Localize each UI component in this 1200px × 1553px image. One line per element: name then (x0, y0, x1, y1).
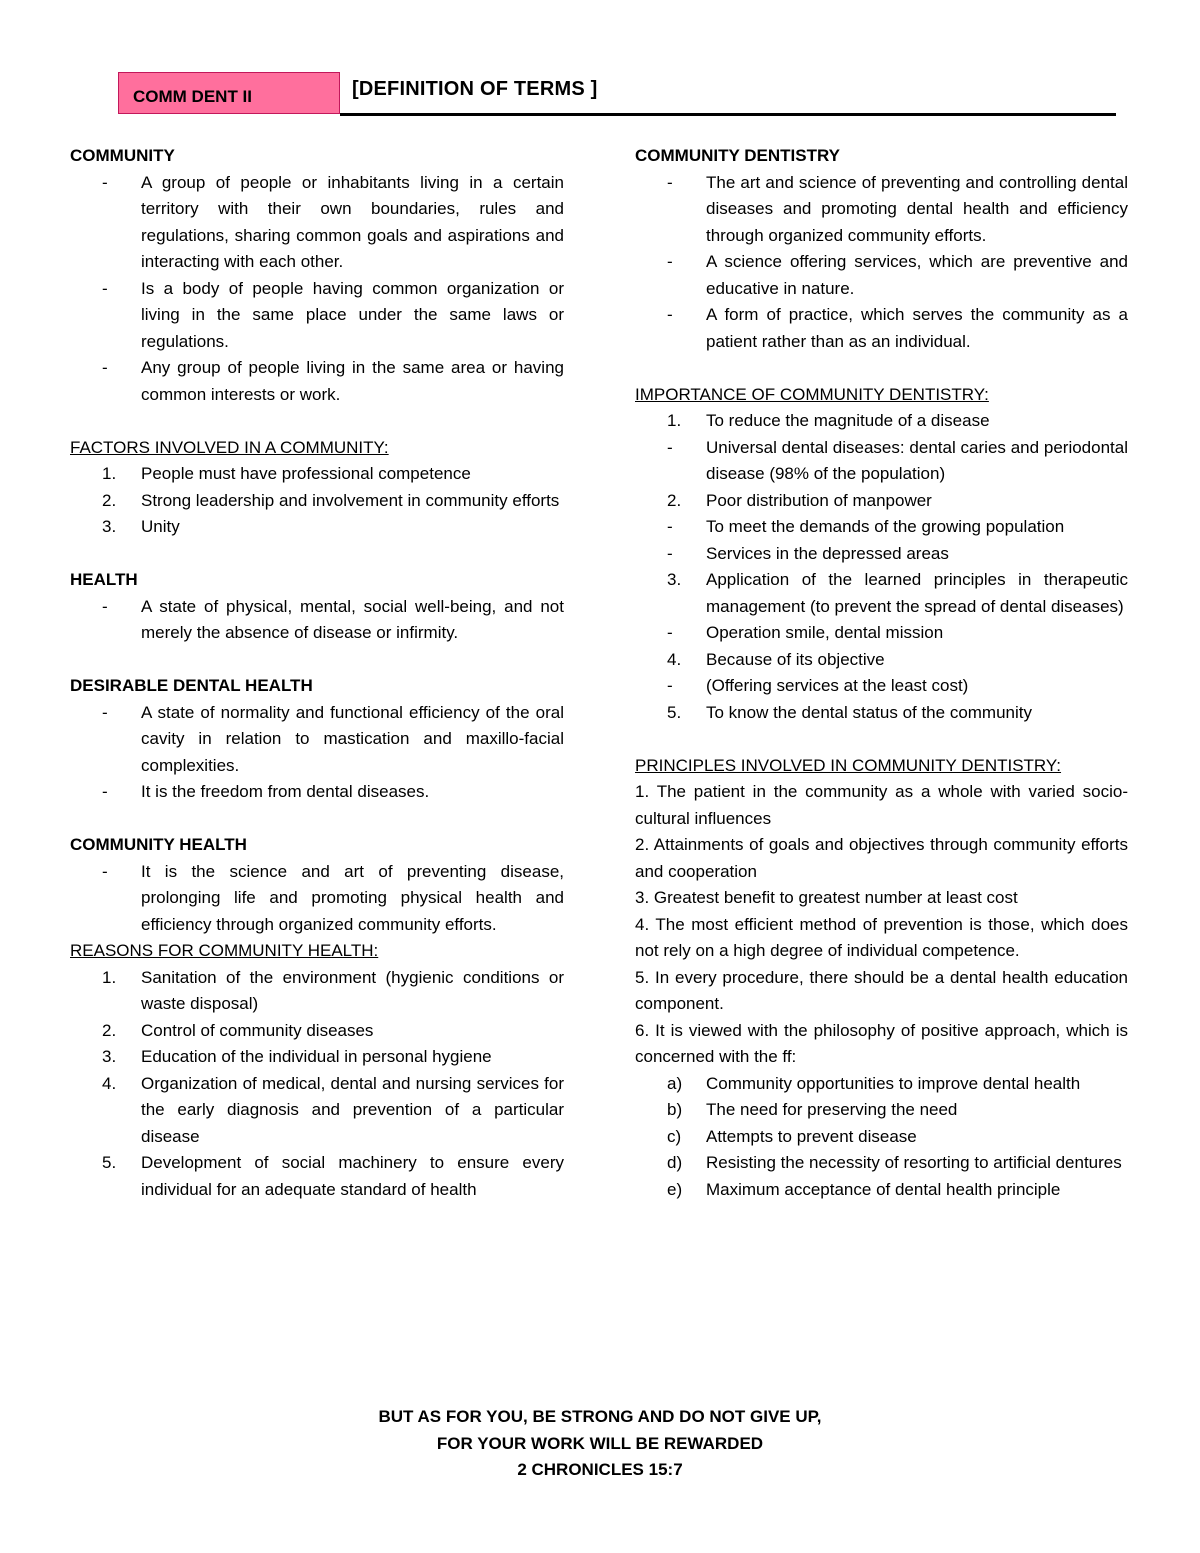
list-item: - A state of normality and functional efficiency of the oral cavity in relation to mastication and maxillo-facial complexities. (102, 702, 564, 775)
list-item: e) Maximum acceptance of dental health principle (667, 1179, 1061, 1199)
list-item: - It is the freedom from dental diseases. (102, 782, 430, 801)
list-item: 2. Control of community diseases (102, 1020, 374, 1040)
list-item: - Any group of people living in the same area or having common interests or work. (102, 358, 564, 404)
list-item: - A form of practice, which serves the community as a patient rather than as an individual. (667, 305, 1128, 351)
principles-heading: PRINCIPLES INVOLVED IN COMMUNITY DENTISTRY: (635, 755, 1062, 775)
list-item: 1. People must have professional competence (102, 464, 471, 483)
principle-paragraph: 3. Greatest benefit to greatest number at least cost (635, 888, 1018, 907)
list-item: - Is a body of people having common organization or living in the same place under the same laws or regulations. (102, 278, 564, 351)
footer-line: FOR YOUR WORK WILL BE REWARDED (436, 1433, 764, 1453)
principle-paragraph: 5. In every procedure, there should be a dental health education component. (635, 967, 1128, 1013)
page-title: [DEFINITION OF TERMS ] (352, 78, 598, 100)
list-item: c) Attempts to prevent disease (667, 1126, 917, 1146)
factors-heading: FACTORS INVOLVED IN A COMMUNITY: (70, 437, 389, 457)
footer-citation: 2 CHRONICLES 15:7 (517, 1460, 683, 1479)
list-item: - Operation smile, dental mission (667, 623, 944, 642)
footer-quote (0, 1404, 1200, 1484)
left-column (70, 143, 564, 1203)
community-heading: COMMUNITY (70, 146, 175, 165)
list-item: 3. Application of the learned principles in therapeutic management (to prevent the spread of dental diseases) (667, 570, 1128, 616)
list-item: - It is the science and art of preventing disease, prolonging life and promoting physical health and efficiency through organized community efforts. (102, 861, 564, 934)
list-item: - A group of people or inhabitants living in a certain territory with their own boundaries, rules and regulations, sharing common goals and aspirations and interacting with each other. (102, 172, 564, 271)
list-item: 3. Unity (102, 517, 180, 536)
list-item: d) Resisting the necessity of resorting to artificial dentures (667, 1153, 1122, 1172)
list-item: a) Community opportunities to improve dental health (667, 1073, 1081, 1093)
list-item: 4. Organization of medical, dental and nursing services for the early diagnosis and prevention of a particular disease (102, 1073, 564, 1146)
community-dentistry-heading: COMMUNITY DENTISTRY (635, 146, 840, 165)
list-item: - A science offering services, which are preventive and educative in nature. (667, 252, 1128, 298)
list-item: - Services in the depressed areas (667, 543, 949, 563)
list-item: - A state of physical, mental, social well-being, and not merely the absence of disease or infirmity. (102, 596, 564, 642)
reasons-heading: REASONS FOR COMMUNITY HEALTH: (70, 941, 379, 960)
principle-paragraph: 4. The most efficient method of prevention is those, which does not rely on a high degree of individual competence. (635, 914, 1128, 960)
importance-heading: IMPORTANCE OF COMMUNITY DENTISTRY: (635, 384, 989, 404)
list-item: - The art and science of preventing and controlling dental diseases and promoting dental health and efficiency through organized community efforts. (667, 172, 1128, 245)
health-heading: HEALTH (70, 570, 138, 589)
list-item: 5. Development of social machinery to ensure every individual for an adequate standard of health (102, 1153, 564, 1199)
community-health-heading: COMMUNITY HEALTH (70, 835, 247, 854)
list-item: 1. Sanitation of the environment (hygienic conditions or waste disposal) (102, 967, 564, 1013)
list-item: 3. Education of the individual in personal hygiene (102, 1047, 492, 1066)
principle-paragraph: 6. It is viewed with the philosophy of positive approach, which is concerned with the ff: (635, 1020, 1128, 1066)
list-item: - To meet the demands of the growing population (667, 517, 1065, 536)
list-item: 2. Strong leadership and involvement in community efforts (102, 490, 560, 510)
list-item: 2. Poor distribution of manpower (667, 490, 932, 510)
principle-paragraph: 1. The patient in the community as a whole with varied socio-cultural influences (635, 782, 1128, 828)
principle-paragraph: 2. Attainments of goals and objectives through community efforts and cooperation (635, 835, 1128, 881)
list-item: 1. To reduce the magnitude of a disease (667, 411, 990, 430)
desirable-dental-health-heading: DESIRABLE DENTAL HEALTH (70, 676, 313, 695)
list-item: - (Offering services at the least cost) (667, 676, 969, 695)
course-tab: COMM DENT II (118, 72, 340, 114)
list-item: 5. To know the dental status of the community (667, 702, 1033, 722)
list-item: - Universal dental diseases: dental caries and periodontal disease (98% of the population) (667, 437, 1128, 483)
footer-line: BUT AS FOR YOU, BE STRONG AND DO NOT GIVE UP, (378, 1407, 822, 1426)
list-item: 4. Because of its objective (667, 649, 885, 669)
document-header (118, 72, 1116, 116)
right-column (635, 143, 1128, 1203)
list-item: b) The need for preserving the need (667, 1100, 958, 1119)
header-rule (340, 113, 1116, 116)
